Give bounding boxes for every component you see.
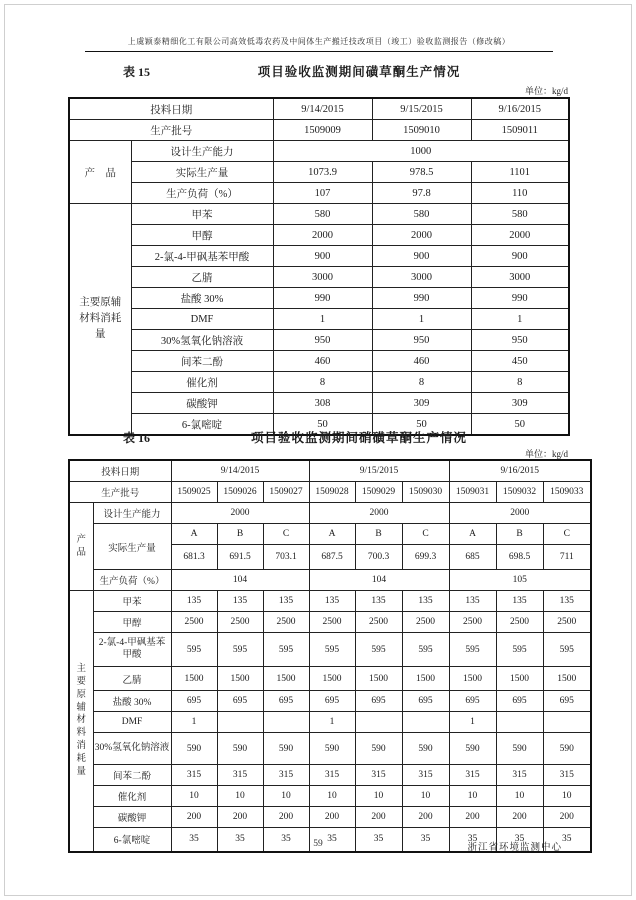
t16-material-name: 6-氯嘧啶 <box>93 828 171 852</box>
t15-material-name: DMF <box>131 309 273 330</box>
t16-material-value: 695 <box>449 691 496 712</box>
t16-material-value: 695 <box>217 691 263 712</box>
t16-batch-letter: B <box>496 524 543 545</box>
t15-material-value: 900 <box>372 246 471 267</box>
t15-material-value: 950 <box>273 330 372 351</box>
t15-material-value: 50 <box>273 414 372 436</box>
t16-material-name: 2-氯-4-甲砜基苯甲酸 <box>93 633 171 667</box>
t15-material-value: 3000 <box>273 267 372 288</box>
t16-material-value: 1500 <box>171 667 217 691</box>
t15-material-row <box>69 246 569 267</box>
table16-caption <box>68 428 568 446</box>
t16-material-value: 10 <box>402 786 449 807</box>
t16-material-value: 35 <box>543 828 591 852</box>
t15-material-value: 580 <box>372 204 471 225</box>
t16-material-value: 2500 <box>263 612 309 633</box>
t16-load-cell: 105 <box>449 570 591 591</box>
table16-unit: 单位：kg/d <box>524 449 568 459</box>
t16-material-row <box>69 612 591 633</box>
t16-material-value: 315 <box>496 765 543 786</box>
t15-design-row <box>69 141 569 162</box>
t16-date-cell: 9/14/2015 <box>171 460 309 482</box>
t15-design-value: 1000 <box>273 141 569 162</box>
t15-material-value: 950 <box>471 330 569 351</box>
t16-material-value: 35 <box>355 828 402 852</box>
t16-design-row <box>69 503 591 524</box>
t16-material-value: 590 <box>171 733 217 765</box>
t16-material-name: 甲醇 <box>93 612 171 633</box>
t15-actual-cell: 1073.9 <box>273 162 372 183</box>
t16-material-value: 695 <box>402 691 449 712</box>
t16-material-value: 2500 <box>309 612 355 633</box>
t15-material-name: 30%氢氧化钠溶液 <box>131 330 273 351</box>
t15-product-group-label: 产 品 <box>69 141 131 204</box>
t16-materials-group-label <box>69 591 93 852</box>
table-15 <box>68 97 570 436</box>
t16-batch-row <box>69 482 591 503</box>
t16-material-value: 595 <box>171 633 217 667</box>
t15-batch-cell: 1509009 <box>273 120 372 141</box>
t16-material-value <box>263 712 309 733</box>
t16-material-value: 35 <box>309 828 355 852</box>
t16-batch-cell: 1509032 <box>496 482 543 503</box>
t16-material-value: 200 <box>449 807 496 828</box>
t15-materials-group-label <box>69 204 131 436</box>
t16-material-value: 595 <box>402 633 449 667</box>
t15-actual-row <box>69 162 569 183</box>
t15-material-value: 50 <box>471 414 569 436</box>
t16-material-value: 315 <box>309 765 355 786</box>
t16-feed-date-row <box>69 460 591 482</box>
t16-material-value: 135 <box>543 591 591 612</box>
t15-material-value: 50 <box>372 414 471 436</box>
t16-feed-date-label: 投料日期 <box>69 460 171 482</box>
t16-material-value: 595 <box>449 633 496 667</box>
t16-material-value <box>543 712 591 733</box>
t16-material-value: 1 <box>449 712 496 733</box>
t16-material-value: 590 <box>543 733 591 765</box>
t16-material-value: 200 <box>217 807 263 828</box>
table15-number: 表 15 <box>123 65 151 79</box>
t16-material-value: 695 <box>496 691 543 712</box>
t16-load-cell: 104 <box>309 570 449 591</box>
t16-material-name: 催化剂 <box>93 786 171 807</box>
t16-batch-letter: B <box>355 524 402 545</box>
t16-material-value: 315 <box>543 765 591 786</box>
t16-material-value: 135 <box>217 591 263 612</box>
document-header: 上虞颖泰精细化工有限公司高效低毒农药及中间体生产搬迁技改项目（竣工）验收监测报告（修改稿） <box>85 36 553 52</box>
t16-material-value: 2500 <box>171 612 217 633</box>
t16-material-value: 135 <box>355 591 402 612</box>
t16-actual-cell: 700.3 <box>355 545 402 570</box>
t16-load-cell: 104 <box>171 570 309 591</box>
t15-material-row <box>69 393 569 414</box>
t15-materials-group-text: 主要原辅材料消耗量 <box>79 297 122 340</box>
t16-actual-cell: 698.5 <box>496 545 543 570</box>
t16-material-value: 2500 <box>402 612 449 633</box>
t15-material-value: 900 <box>471 246 569 267</box>
t16-material-value: 315 <box>355 765 402 786</box>
page-number: 59 <box>313 839 323 849</box>
table16-number: 表 16 <box>123 431 151 445</box>
t16-material-value <box>402 712 449 733</box>
t16-material-value: 35 <box>263 828 309 852</box>
t16-material-value: 135 <box>496 591 543 612</box>
t16-material-value: 590 <box>217 733 263 765</box>
t16-batch-cell: 1509026 <box>217 482 263 503</box>
t16-material-value: 2500 <box>217 612 263 633</box>
t15-load-row <box>69 183 569 204</box>
t16-actual-cell: 711 <box>543 545 591 570</box>
t16-material-value: 200 <box>171 807 217 828</box>
t15-material-name: 催化剂 <box>131 372 273 393</box>
table15-caption <box>68 62 568 80</box>
t16-batch-letter: B <box>217 524 263 545</box>
t16-material-value <box>355 712 402 733</box>
t16-material-value: 200 <box>496 807 543 828</box>
t16-batch-letter: A <box>171 524 217 545</box>
t16-material-name: 碳酸钾 <box>93 807 171 828</box>
t16-batch-letter: A <box>449 524 496 545</box>
t16-material-value: 590 <box>355 733 402 765</box>
t16-material-value: 695 <box>263 691 309 712</box>
t15-material-row <box>69 372 569 393</box>
t16-material-value: 595 <box>355 633 402 667</box>
t16-material-value: 595 <box>217 633 263 667</box>
t15-material-name: 盐酸 30% <box>131 288 273 309</box>
t15-material-value: 580 <box>471 204 569 225</box>
t15-actual-cell: 1101 <box>471 162 569 183</box>
t16-batch-cell: 1509028 <box>309 482 355 503</box>
t15-material-value: 990 <box>471 288 569 309</box>
t16-material-value: 200 <box>309 807 355 828</box>
t16-material-value: 595 <box>263 633 309 667</box>
t16-material-name: 甲苯 <box>93 591 171 612</box>
t15-material-name: 6-氯嘧啶 <box>131 414 273 436</box>
t15-date-cell: 9/15/2015 <box>372 98 471 120</box>
t16-material-value: 200 <box>543 807 591 828</box>
t15-material-row <box>69 330 569 351</box>
t16-material-value: 10 <box>263 786 309 807</box>
t16-material-row <box>69 633 591 667</box>
t15-feed-date-label: 投料日期 <box>69 98 273 120</box>
t16-material-value: 2500 <box>355 612 402 633</box>
t16-material-value: 590 <box>309 733 355 765</box>
t15-load-cell: 107 <box>273 183 372 204</box>
t16-batch-cell: 1509031 <box>449 482 496 503</box>
t15-actual-cell: 978.5 <box>372 162 471 183</box>
t15-material-value: 460 <box>372 351 471 372</box>
t15-material-value: 3000 <box>372 267 471 288</box>
t16-material-row <box>69 712 591 733</box>
t16-product-group-text: 产品 <box>76 534 86 558</box>
t16-material-value: 590 <box>402 733 449 765</box>
t16-material-value: 1500 <box>496 667 543 691</box>
t16-batch-cell: 1509030 <box>402 482 449 503</box>
t16-materials-group-text: 主要原辅材料消耗量 <box>76 664 86 777</box>
t15-load-label: 生产负荷（%） <box>131 183 273 204</box>
t16-material-row <box>69 591 591 612</box>
t16-batch-cell: 1509027 <box>263 482 309 503</box>
t15-material-value: 460 <box>273 351 372 372</box>
t15-design-label: 设计生产能力 <box>131 141 273 162</box>
t16-batch-letter: C <box>543 524 591 545</box>
t16-load-row <box>69 570 591 591</box>
t16-material-value <box>496 712 543 733</box>
t15-material-name: 乙腈 <box>131 267 273 288</box>
t16-material-value: 10 <box>496 786 543 807</box>
table15-unit: 单位：kg/d <box>524 86 568 96</box>
t16-material-value: 10 <box>543 786 591 807</box>
t15-material-value: 8 <box>273 372 372 393</box>
t16-material-row <box>69 786 591 807</box>
t15-date-cell: 9/14/2015 <box>273 98 372 120</box>
t16-material-value: 695 <box>543 691 591 712</box>
t16-material-value: 315 <box>171 765 217 786</box>
t16-material-value: 35 <box>496 828 543 852</box>
t16-material-value: 590 <box>496 733 543 765</box>
t16-actual-cell: 685 <box>449 545 496 570</box>
t16-design-value: 2000 <box>171 503 309 524</box>
t16-material-value: 200 <box>355 807 402 828</box>
t16-abc-header-row <box>69 524 591 545</box>
t16-material-value: 10 <box>449 786 496 807</box>
t16-material-value <box>217 712 263 733</box>
t16-material-row <box>69 667 591 691</box>
t15-material-value: 309 <box>372 393 471 414</box>
footer-organization: 浙江省环境监测中心 <box>467 843 562 853</box>
t16-date-cell: 9/15/2015 <box>309 460 449 482</box>
t16-batch-letter: C <box>402 524 449 545</box>
t16-material-value: 10 <box>171 786 217 807</box>
t16-batch-cell: 1509025 <box>171 482 217 503</box>
t15-material-value: 990 <box>372 288 471 309</box>
t16-material-value: 315 <box>449 765 496 786</box>
t15-batch-row <box>69 120 569 141</box>
t16-material-name: 乙腈 <box>93 667 171 691</box>
t15-material-row <box>69 351 569 372</box>
t15-material-value: 2000 <box>471 225 569 246</box>
t16-material-value: 2500 <box>449 612 496 633</box>
t15-material-value: 450 <box>471 351 569 372</box>
t16-material-value: 2500 <box>543 612 591 633</box>
t16-material-value: 10 <box>309 786 355 807</box>
t16-material-value: 200 <box>402 807 449 828</box>
t16-material-value: 135 <box>171 591 217 612</box>
t16-material-value: 590 <box>263 733 309 765</box>
t15-batch-cell: 1509011 <box>471 120 569 141</box>
t16-material-name: 间苯二酚 <box>93 765 171 786</box>
t15-material-value: 2000 <box>273 225 372 246</box>
t16-design-value: 2000 <box>309 503 449 524</box>
t16-material-row <box>69 733 591 765</box>
t16-material-row <box>69 807 591 828</box>
t16-material-value: 1500 <box>217 667 263 691</box>
t15-material-value: 1 <box>372 309 471 330</box>
t16-material-name: DMF <box>93 712 171 733</box>
t15-material-value: 1 <box>471 309 569 330</box>
t16-material-value: 1500 <box>402 667 449 691</box>
t15-material-value: 990 <box>273 288 372 309</box>
t15-material-value: 309 <box>471 393 569 414</box>
t16-material-value: 695 <box>309 691 355 712</box>
t15-material-value: 580 <box>273 204 372 225</box>
t15-date-cell: 9/16/2015 <box>471 98 569 120</box>
t15-material-row <box>69 288 569 309</box>
t16-material-value: 135 <box>263 591 309 612</box>
t16-batch-cell: 1509029 <box>355 482 402 503</box>
table16-title: 项目验收监测期间硝磺草酮生产情况 <box>251 431 468 445</box>
t16-material-value: 595 <box>309 633 355 667</box>
t16-batch-cell: 1509033 <box>543 482 591 503</box>
t16-material-value: 135 <box>449 591 496 612</box>
t16-material-value: 35 <box>171 828 217 852</box>
t16-material-value: 695 <box>171 691 217 712</box>
t16-material-value: 315 <box>217 765 263 786</box>
t16-material-value: 590 <box>449 733 496 765</box>
t16-batch-label: 生产批号 <box>69 482 171 503</box>
t16-design-label: 设计生产能力 <box>93 503 171 524</box>
t16-material-row <box>69 765 591 786</box>
t16-actual-cell: 687.5 <box>309 545 355 570</box>
t16-material-value: 135 <box>402 591 449 612</box>
t15-actual-label: 实际生产量 <box>131 162 273 183</box>
t16-material-value: 595 <box>496 633 543 667</box>
t16-material-value: 10 <box>217 786 263 807</box>
t15-material-row <box>69 309 569 330</box>
t16-material-value: 135 <box>309 591 355 612</box>
t16-date-cell: 9/16/2015 <box>449 460 591 482</box>
t16-material-value: 10 <box>355 786 402 807</box>
t16-material-value: 35 <box>402 828 449 852</box>
t16-material-value: 315 <box>263 765 309 786</box>
t16-material-value: 1500 <box>309 667 355 691</box>
t15-material-value: 900 <box>273 246 372 267</box>
t15-material-name: 碳酸钾 <box>131 393 273 414</box>
t15-material-row <box>69 204 569 225</box>
t16-material-value: 1 <box>309 712 355 733</box>
t15-material-row <box>69 225 569 246</box>
t16-material-row <box>69 691 591 712</box>
t16-material-value: 315 <box>402 765 449 786</box>
t15-material-value: 8 <box>471 372 569 393</box>
t15-material-value: 8 <box>372 372 471 393</box>
t15-material-value: 1 <box>273 309 372 330</box>
t16-material-value: 1 <box>171 712 217 733</box>
t15-material-value: 308 <box>273 393 372 414</box>
t15-material-value: 2000 <box>372 225 471 246</box>
t15-batch-cell: 1509010 <box>372 120 471 141</box>
t16-material-value: 695 <box>355 691 402 712</box>
t16-batch-letter: A <box>309 524 355 545</box>
t16-actual-cell: 691.5 <box>217 545 263 570</box>
t16-material-value: 35 <box>449 828 496 852</box>
t16-material-name: 30%氢氧化钠溶液 <box>93 733 171 765</box>
t15-load-cell: 97.8 <box>372 183 471 204</box>
t15-material-row <box>69 267 569 288</box>
t16-load-label: 生产负荷（%） <box>93 570 171 591</box>
t15-material-name: 甲醇 <box>131 225 273 246</box>
t16-material-value: 200 <box>263 807 309 828</box>
t16-material-value: 2500 <box>496 612 543 633</box>
t15-material-value: 950 <box>372 330 471 351</box>
t16-actual-cell: 703.1 <box>263 545 309 570</box>
t16-material-value: 1500 <box>355 667 402 691</box>
table15-title: 项目验收监测期间磺草酮生产情况 <box>257 65 461 79</box>
t15-batch-label: 生产批号 <box>69 120 273 141</box>
t15-material-name: 甲苯 <box>131 204 273 225</box>
t16-batch-letter: C <box>263 524 309 545</box>
table-16 <box>68 459 592 853</box>
t16-design-value: 2000 <box>449 503 591 524</box>
t15-feed-date-row <box>69 98 569 120</box>
t16-material-value: 35 <box>217 828 263 852</box>
t16-material-name: 盐酸 30% <box>93 691 171 712</box>
t16-material-value: 1500 <box>263 667 309 691</box>
t15-material-name: 间苯二酚 <box>131 351 273 372</box>
t16-material-value: 1500 <box>449 667 496 691</box>
t16-actual-label: 实际生产量 <box>93 524 171 570</box>
t15-material-name: 2-氯-4-甲砜基苯甲酸 <box>131 246 273 267</box>
t16-material-value: 1500 <box>543 667 591 691</box>
t16-product-group-label <box>69 503 93 591</box>
t16-actual-cell: 681.3 <box>171 545 217 570</box>
t16-material-value: 595 <box>543 633 591 667</box>
t15-material-value: 3000 <box>471 267 569 288</box>
t15-load-cell: 110 <box>471 183 569 204</box>
t16-actual-cell: 699.3 <box>402 545 449 570</box>
